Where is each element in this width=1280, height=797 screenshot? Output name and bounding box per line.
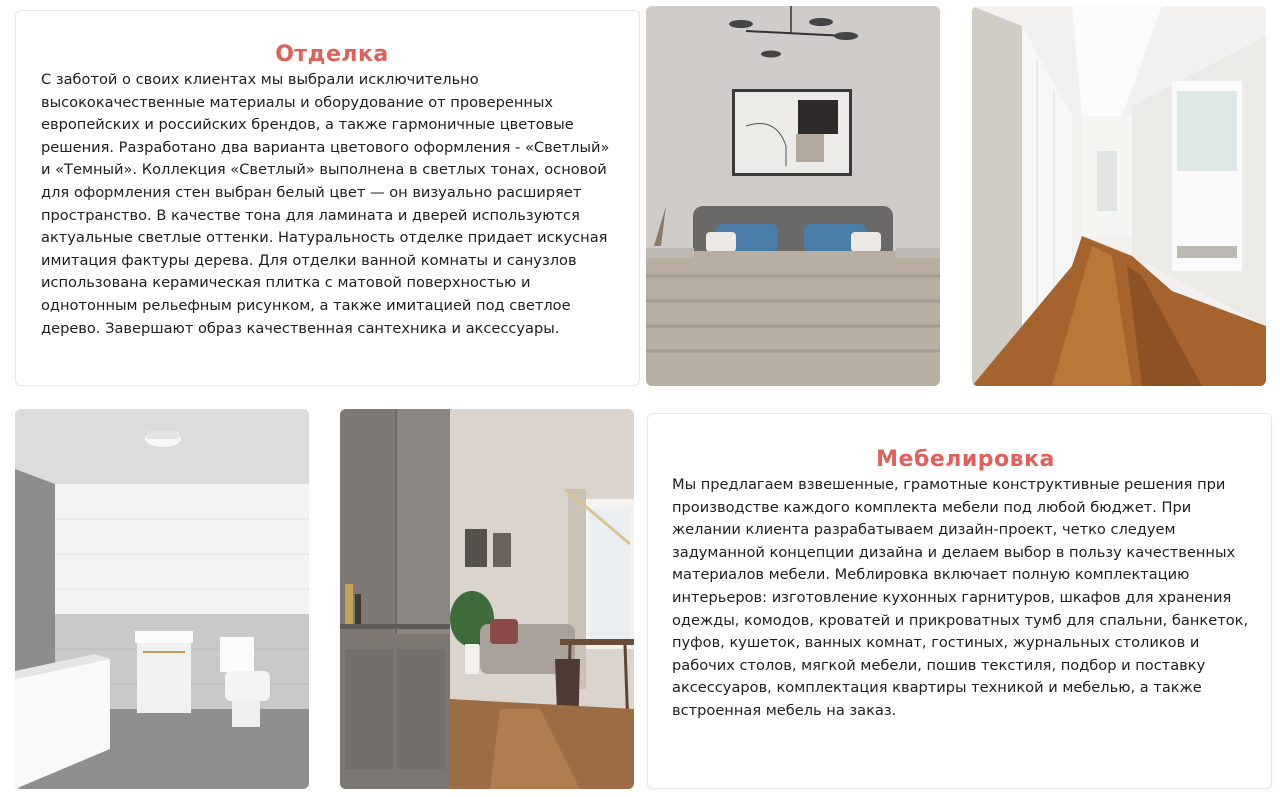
- bedroom-photo: [646, 6, 940, 386]
- corridor-photo: [972, 6, 1266, 386]
- finishing-text: С заботой о своих клиентах мы выбрали исключительно высококачественные материалы и оборудование от проверенных европейских и российских брендов, а также гармоничные цветовые решения. Разработано два варианта цветового оформления - «Светлый» и «Темный». Коллекция «Светлый» выполнена в светлых тонах, основой для оформления стен выбран белый цвет — он визуально расширяет пространство. В качестве тона для ламината и дверей используются актуальные светлые оттенки. Натуральность отделке придает искусная имитация фактуры дерева. Для отделки ванной комнаты и санузлов использована керамическая плитка с матовой поверхностью и однотонным рельефным рисунком, а также имитацией под светлое дерево. Завершают образ качественная сантехника и аксессуары.: [41, 71, 610, 337]
- finishing-card: [15, 10, 640, 386]
- finishing-title: Отделка: [275, 42, 389, 67]
- bathroom-photo: [15, 409, 309, 789]
- furnishing-card: [647, 413, 1272, 789]
- living-room-photo: [340, 409, 634, 789]
- furnishing-title: Мебелировка: [876, 447, 1055, 472]
- furnishing-text: Мы предлагаем взвешенные, грамотные конструктивные решения при производстве каждого комплекта мебели под любой бюджет. При желании клиента разрабатываем дизайн-проект, четко следуем задуманной концепции дизайна и делаем выбор в пользу качественных материалов мебели. Меблировка включает полную комплектацию интерьеров: изготовление кухонных гарнитуров, шкафов для хранения одежды, комодов, кроватей и прикроватных тумб для спальни, банкеток, пуфов, кушеток, ванных комнат, гостиных, журнальных столиков и рабочих столов, мягкой мебели, пошив текстиля, подбор и поставку аксессуаров, комплектация квартиры техникой и мебелью, а также встроенная мебель на заказ.: [672, 476, 1249, 719]
